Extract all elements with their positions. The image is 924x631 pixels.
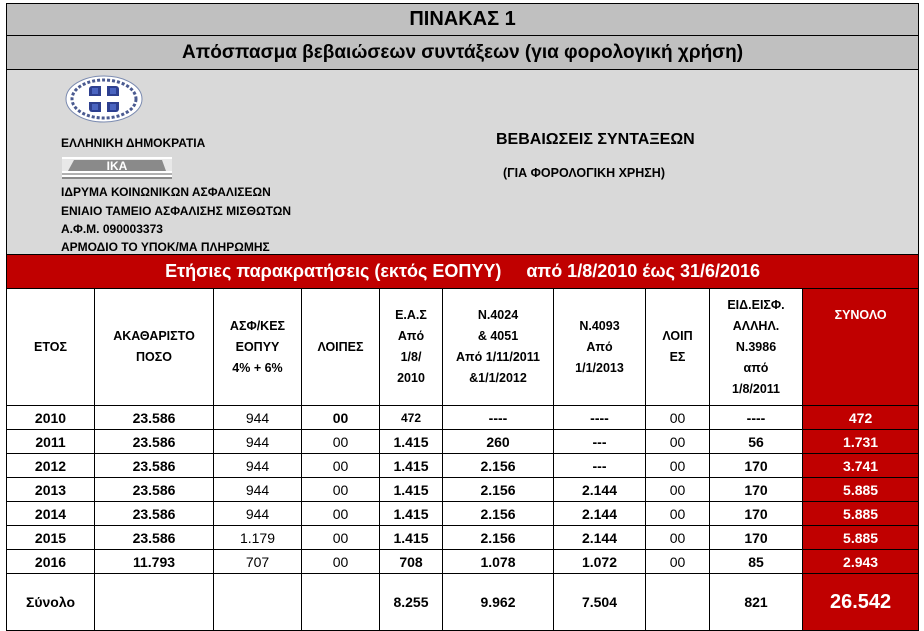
- table-cell: 23.586: [95, 430, 214, 454]
- column-header-line: Από: [397, 329, 425, 343]
- table-cell: 1.078: [443, 550, 554, 574]
- table-subtitle: Απόσπασμα βεβαιώσεων συντάξεων (για φορολογική χρήση): [7, 36, 919, 70]
- column-header-line: & 4051: [477, 329, 519, 343]
- table-cell: 1.415: [380, 430, 443, 454]
- table-cell: 170: [710, 526, 803, 550]
- column-header-line: Ν.4093: [579, 318, 620, 333]
- column-header-line: ΕΣ: [669, 350, 686, 364]
- total-cell: 9.962: [443, 574, 554, 631]
- table-cell: 1.415: [380, 454, 443, 478]
- table-cell: 2.156: [443, 526, 554, 550]
- certificate-title: ΒΕΒΑΙΩΣΕΙΣ ΣΥΝΤΑΞΕΩΝ: [496, 131, 695, 148]
- table-cell: ----: [710, 406, 803, 430]
- column-header: [302, 289, 380, 406]
- column-header-line: ΕΙΔ.ΕΙΣΦ.: [727, 297, 785, 312]
- column-header-line: 2010: [397, 371, 425, 385]
- table-cell: 00: [646, 478, 710, 502]
- ika-logo: [62, 157, 172, 179]
- org-line-2: ΕΝΙΑΙΟ ΤΑΜΕΙΟ ΑΣΦΑΛΙΣΗΣ ΜΙΣΘΩΤΩΝ: [61, 204, 292, 218]
- table-cell: 23.586: [95, 478, 214, 502]
- pension-table: [6, 3, 919, 631]
- table-row: [7, 550, 919, 574]
- total-row: [7, 574, 919, 631]
- table-cell: 260: [443, 430, 554, 454]
- table-cell: 00: [646, 406, 710, 430]
- table-cell: 23.586: [95, 526, 214, 550]
- table-cell: 2015: [7, 526, 95, 550]
- table-cell: 2011: [7, 430, 95, 454]
- column-header-line: ΣΥΝΟΛΟ: [834, 308, 887, 322]
- table-cell: 00: [646, 454, 710, 478]
- table-title: ΠΙΝΑΚΑΣ 1: [7, 4, 919, 36]
- table-cell: ----: [554, 406, 646, 430]
- table-cell: 2.156: [443, 454, 554, 478]
- total-label: Σύνολο: [7, 574, 95, 631]
- table-cell: ---: [554, 430, 646, 454]
- total-cell: [95, 574, 214, 631]
- table-row: [7, 526, 919, 550]
- certificate-header: [7, 70, 919, 255]
- column-header-line: από: [743, 360, 769, 375]
- column-header: [554, 289, 646, 406]
- column-header-line: ΕΟΠΥΥ: [235, 339, 280, 354]
- column-header-line: &1/1/2012: [469, 371, 527, 385]
- ika-logo-text: ΙΚΑ: [106, 159, 128, 173]
- table-row: [7, 478, 919, 502]
- table-cell: 2.144: [554, 502, 646, 526]
- column-header-line: ΑΣΦ/ΚΕΣ: [229, 318, 286, 333]
- table-cell: 56: [710, 430, 803, 454]
- table-row: [7, 406, 919, 430]
- table-cell: 3.741: [803, 454, 919, 478]
- column-header-line: ΛΟΙΠΕΣ: [317, 339, 364, 354]
- column-header: [646, 289, 710, 406]
- table-cell: 00: [302, 526, 380, 550]
- table-cell: 00: [646, 526, 710, 550]
- table-cell: 00: [302, 478, 380, 502]
- table-cell: 472: [380, 406, 443, 430]
- table-cell: 00: [302, 454, 380, 478]
- column-header-line: 4% + 6%: [232, 360, 283, 375]
- table-cell: 2016: [7, 550, 95, 574]
- column-header-line: ΠΟΣΟ: [136, 350, 172, 364]
- data-rows: [7, 406, 919, 574]
- column-header: [443, 289, 554, 406]
- column-header-line: 1/8/2011: [732, 381, 780, 396]
- table-cell: 2010: [7, 406, 95, 430]
- column-header-line: Ν.4024: [477, 308, 519, 322]
- table-cell: 1.731: [803, 430, 919, 454]
- table-cell: 00: [302, 406, 380, 430]
- total-cell: [646, 574, 710, 631]
- pension-certificate-sheet: [6, 3, 918, 615]
- table-cell: 00: [302, 502, 380, 526]
- table-cell: 2.156: [443, 502, 554, 526]
- table-row: [7, 430, 919, 454]
- column-header-line: 1/1/2013: [575, 360, 624, 375]
- column-header: [803, 289, 919, 406]
- column-header-line: ΛΟΙΠ: [662, 329, 693, 343]
- total-cell: 8.255: [380, 574, 443, 631]
- greek-emblem-icon: [64, 74, 144, 124]
- table-cell: 85: [710, 550, 803, 574]
- column-header-line: Ν.3986: [735, 339, 777, 354]
- column-header: [380, 289, 443, 406]
- total-cell: 7.504: [554, 574, 646, 631]
- column-header-line: Από: [586, 339, 613, 354]
- org-line-1: ΙΔΡΥΜΑ ΚΟΙΝΩΝΙΚΩΝ ΑΣΦΑΛΙΣΕΩΝ: [61, 185, 271, 199]
- table-cell: 170: [710, 478, 803, 502]
- table-cell: 2.144: [554, 478, 646, 502]
- total-cell: 821: [710, 574, 803, 631]
- table-row: [7, 502, 919, 526]
- table-cell: 1.179: [214, 526, 302, 550]
- table-row: [7, 454, 919, 478]
- table-cell: 944: [214, 454, 302, 478]
- period-banner: Ετήσιες παρακρατήσεις (εκτός ΕΟΠΥΥ) από 1/8/2010 έως 31/6/2016: [7, 255, 919, 289]
- table-cell: 11.793: [95, 550, 214, 574]
- column-header: [214, 289, 302, 406]
- table-cell: 5.885: [803, 478, 919, 502]
- total-cell: 26.542: [803, 574, 919, 631]
- table-cell: 170: [710, 454, 803, 478]
- table-cell: 5.885: [803, 526, 919, 550]
- table-cell: 170: [710, 502, 803, 526]
- table-cell: 2.144: [554, 526, 646, 550]
- table-cell: 2.943: [803, 550, 919, 574]
- total-cell: [214, 574, 302, 631]
- table-cell: 23.586: [95, 406, 214, 430]
- table-cell: ---: [554, 454, 646, 478]
- table-cell: ----: [443, 406, 554, 430]
- table-cell: 5.885: [803, 502, 919, 526]
- table-cell: 2.156: [443, 478, 554, 502]
- table-cell: 2014: [7, 502, 95, 526]
- certificate-subtitle: (ΓΙΑ ΦΟΡΟΛΟΓΙΚΗ ΧΡΗΣΗ): [503, 166, 665, 180]
- table-cell: 00: [646, 430, 710, 454]
- branch-line: ΑΡΜΟΔΙΟ ΤΟ ΥΠΟΚ/ΜΑ ΠΛΗΡΩΜΗΣ: [61, 240, 270, 254]
- table-cell: 23.586: [95, 502, 214, 526]
- table-cell: 2013: [7, 478, 95, 502]
- table-cell: 1.415: [380, 526, 443, 550]
- total-cell: [302, 574, 380, 631]
- table-cell: 944: [214, 406, 302, 430]
- table-cell: 00: [646, 502, 710, 526]
- table-cell: 2012: [7, 454, 95, 478]
- table-cell: 944: [214, 502, 302, 526]
- table-cell: 944: [214, 430, 302, 454]
- table-cell: 1.072: [554, 550, 646, 574]
- table-cell: 472: [803, 406, 919, 430]
- table-cell: 23.586: [95, 454, 214, 478]
- table-cell: 00: [302, 430, 380, 454]
- table-cell: 00: [302, 550, 380, 574]
- column-header-line: ΑΛΛΗΛ.: [732, 318, 780, 333]
- table-cell: 708: [380, 550, 443, 574]
- column-header-line: Ε.Α.Σ: [395, 308, 427, 322]
- column-header-line: ΑΚΑΘΑΡΙΣΤΟ: [113, 329, 195, 343]
- column-header-line: ΕΤΟΣ: [34, 339, 67, 354]
- table-cell: 1.415: [380, 502, 443, 526]
- vat-number: Α.Φ.Μ. 090003373: [61, 222, 163, 236]
- column-header-row: [7, 289, 919, 406]
- column-header: [95, 289, 214, 406]
- table-cell: 1.415: [380, 478, 443, 502]
- republic-label: ΕΛΛΗΝΙΚΗ ΔΗΜΟΚΡΑΤΙΑ: [61, 136, 206, 150]
- column-header: [710, 289, 803, 406]
- column-header-line: Από 1/11/2011: [456, 350, 540, 364]
- table-cell: 00: [646, 550, 710, 574]
- table-cell: 944: [214, 478, 302, 502]
- table-cell: 707: [214, 550, 302, 574]
- column-header-line: 1/8/: [400, 350, 422, 364]
- column-header: [7, 289, 95, 406]
